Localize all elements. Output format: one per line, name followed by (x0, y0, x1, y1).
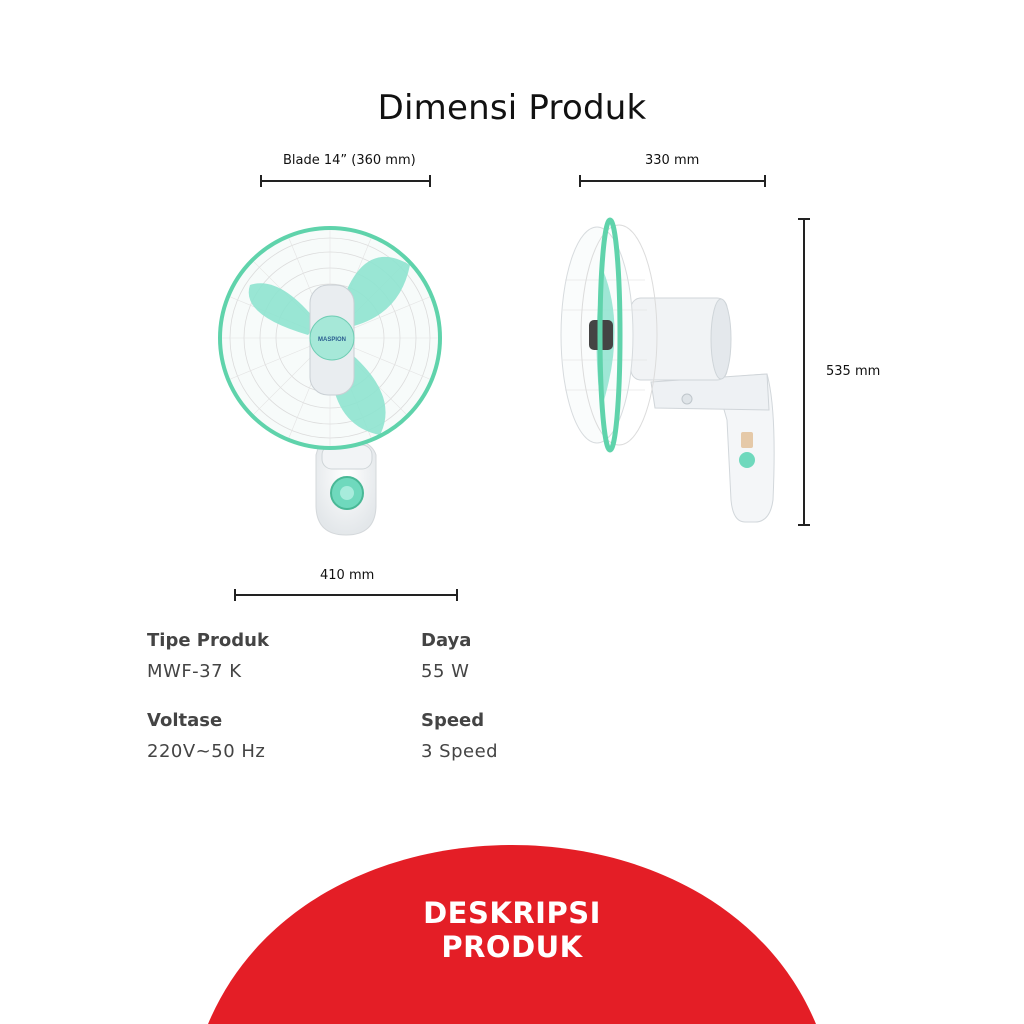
spec-value: MWF-37 K (147, 661, 242, 682)
width-dimension-label: 410 mm (320, 568, 375, 583)
spec-label: Daya (421, 630, 472, 651)
blade-dimension-label: Blade 14” (360 mm) (283, 153, 416, 168)
spec-label: Speed (421, 710, 485, 731)
page-title: Dimensi Produk (377, 88, 647, 128)
cta-line-1: DESKRIPSI (423, 896, 601, 930)
spec-value: 220V~50 Hz (147, 741, 266, 762)
brand-logo: MASPION (317, 337, 347, 343)
cta-line-2: PRODUK (441, 930, 583, 964)
depth-dimension-label: 330 mm (645, 153, 700, 168)
spec-label: Tipe Produk (147, 630, 269, 651)
spec-value: 3 Speed (421, 741, 499, 762)
spec-value: 55 W (421, 661, 470, 682)
deskripsi-produk-button[interactable] (0, 896, 1024, 964)
spec-label: Voltase (147, 710, 223, 731)
height-dimension-label: 535 mm (826, 364, 881, 379)
